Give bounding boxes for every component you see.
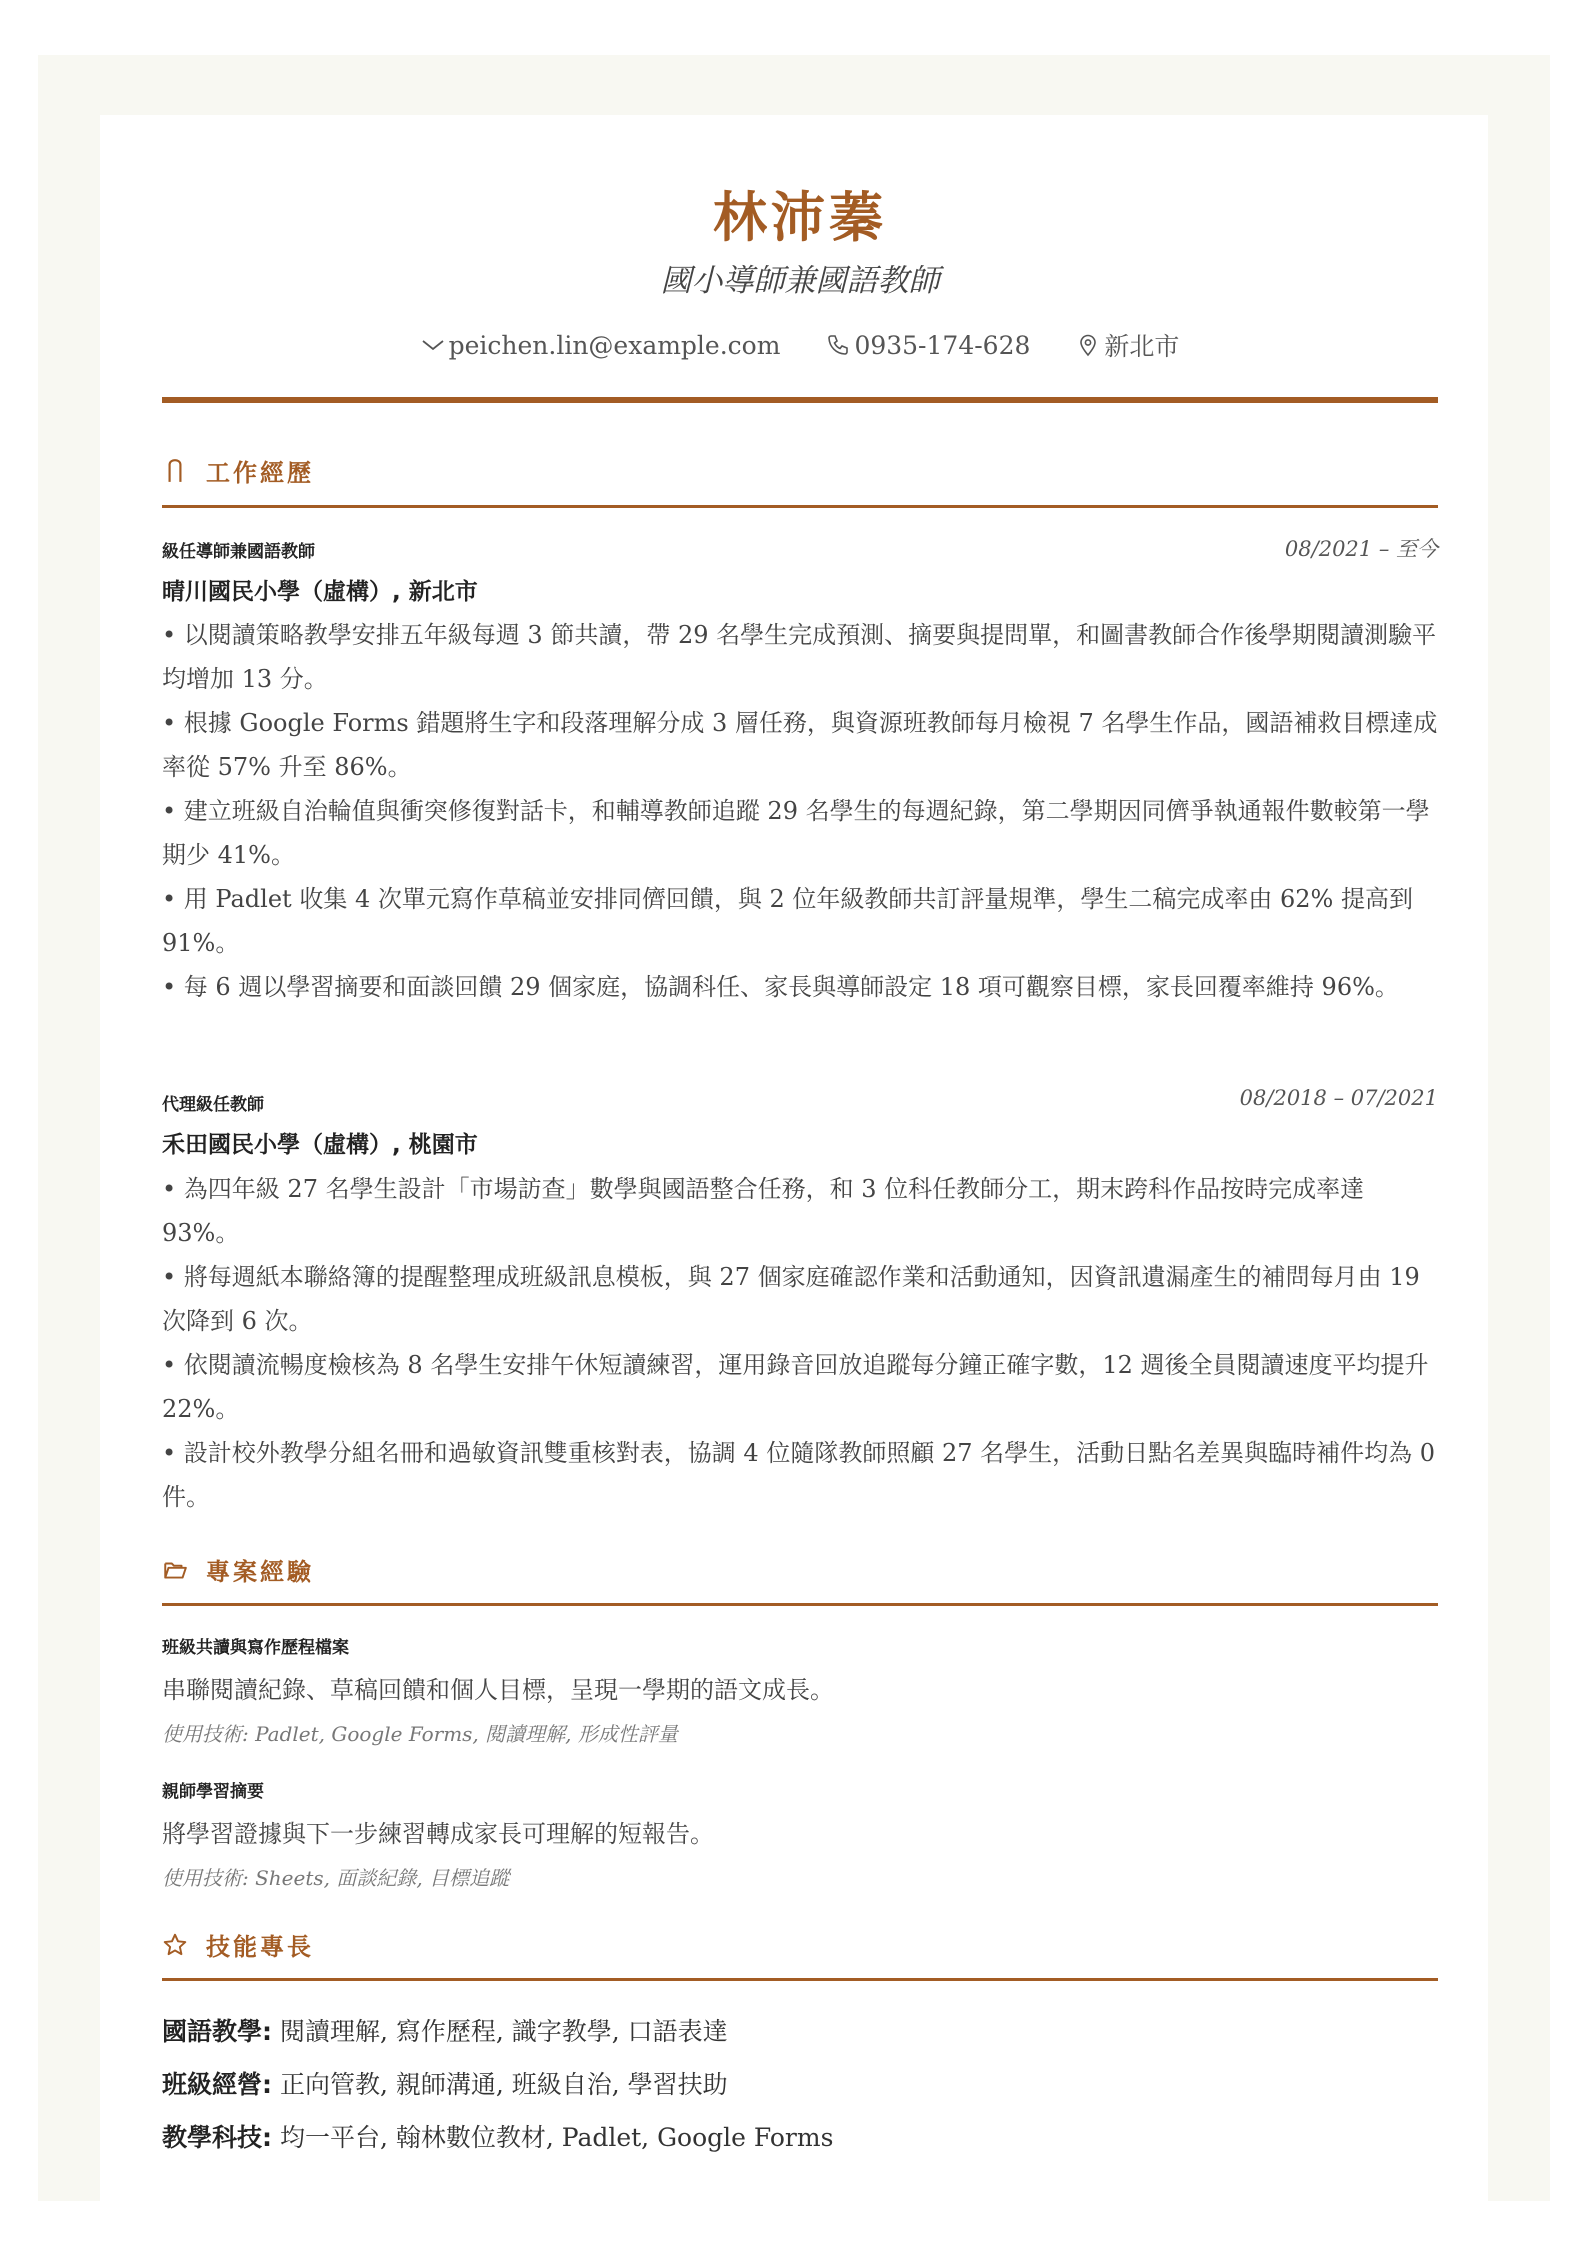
section-skills-divider xyxy=(162,1978,1438,1981)
skill-row xyxy=(162,2118,833,2154)
skill-row xyxy=(162,2012,728,2048)
location-text: 新北市 xyxy=(1104,332,1180,361)
job-1-bullet: • 用 Padlet 收集 4 次單元寫作草稿並安排同儕回饋，與 2 位年級教師共訂評量規準，學生二稿完成率由 62% 提高到 91%。 xyxy=(162,877,1438,965)
job-2-bullets xyxy=(162,1167,1438,1519)
candidate-name: 林沛蓁 xyxy=(713,186,887,249)
job-1-org: 晴川國民小學（虛構）, 新北市 xyxy=(162,579,478,605)
project-2-desc: 將學習證據與下一步練習轉成家長可理解的短報告。 xyxy=(162,1820,714,1848)
project-1-tech: 使用技術: Padlet, Google Forms, 閱讀理解, 形成性評量 xyxy=(162,1722,678,1746)
project-2-title: 親師學習摘要 xyxy=(162,1782,264,1802)
job-1-bullet: • 每 6 週以學習摘要和面談回饋 29 個家庭，協調科任、家長與導師設定 18 項可觀察目標，家長回覆率維持 96%。 xyxy=(162,965,1438,1009)
job-2-bullet: • 為四年級 27 名學生設計「市場訪查」數學與國語整合任務，和 3 位科任教師分工，期末跨科作品按時完成率達 93%。 xyxy=(162,1167,1438,1255)
folder-icon xyxy=(162,1557,188,1583)
contact-location xyxy=(1076,327,1179,363)
section-work-heading xyxy=(162,453,314,488)
candidate-role: 國小導師兼國語教師 xyxy=(660,263,940,299)
section-work-divider xyxy=(162,505,1438,508)
skill-row xyxy=(162,2065,728,2101)
mail-icon xyxy=(421,333,445,357)
section-skills-heading xyxy=(162,1927,314,1962)
job-2-bullet: • 將每週紙本聯絡簿的提醒整理成班級訊息模板，與 27 個家庭確認作業和活動通知，因資訊遺漏產生的補問每月由 19 次降到 6 次。 xyxy=(162,1255,1438,1343)
email-text: peichen.lin@example.com xyxy=(448,330,781,360)
job-1-title: 級任導師兼國語教師 xyxy=(162,542,315,562)
section-skills-title: 技能專長 xyxy=(206,1933,314,1961)
section-work-title: 工作經歷 xyxy=(206,459,314,487)
skill-label: 班級經營: xyxy=(162,2070,272,2099)
project-1-desc: 串聯閱讀紀錄、草稿回饋和個人目標，呈現一學期的語文成長。 xyxy=(162,1676,834,1704)
skill-label: 教學科技: xyxy=(162,2123,272,2152)
job-2-date: 08/2018 – 07/2021 xyxy=(1239,1086,1438,1110)
job-1-date: 08/2021 – 至今 xyxy=(1284,537,1438,561)
phone-icon xyxy=(826,333,850,357)
resume-page xyxy=(100,115,1488,2201)
contact-bar xyxy=(162,327,1438,363)
project-2-tech: 使用技術: Sheets, 面談紀錄, 目標追蹤 xyxy=(162,1866,510,1890)
job-2-bullet: • 依閱讀流暢度檢核為 8 名學生安排午休短讀練習，運用錄音回放追蹤每分鐘正確字數，12 週後全員閱讀速度平均提升 22%。 xyxy=(162,1343,1438,1431)
section-projects-heading xyxy=(162,1552,314,1587)
skill-label: 國語教學: xyxy=(162,2017,272,2046)
job-1-bullets xyxy=(162,613,1438,1009)
section-projects-divider xyxy=(162,1603,1438,1606)
phone-text: 0935-174-628 xyxy=(854,330,1031,360)
contact-email[interactable] xyxy=(421,327,781,363)
skill-value: 正向管教, 親師溝通, 班級自治, 學習扶助 xyxy=(279,2070,728,2099)
map-pin-icon xyxy=(1076,333,1100,357)
job-1-bullet: • 根據 Google Forms 錯題將生字和段落理解分成 3 層任務，與資源班教師每月檢視 7 名學生作品，國語補救目標達成率從 57% 升至 86%。 xyxy=(162,701,1438,789)
skill-value: 閱讀理解, 寫作歷程, 識字教學, 口語表達 xyxy=(279,2017,728,2046)
section-projects-title: 專案經驗 xyxy=(206,1558,314,1586)
contact-phone[interactable] xyxy=(826,327,1030,363)
project-1-title: 班級共讀與寫作歷程檔案 xyxy=(162,1638,349,1658)
job-1-bullet: • 建立班級自治輪值與衝突修復對話卡，和輔導教師追蹤 29 名學生的每週紀錄，第二學期因同儕爭執通報件數較第一學期少 41%。 xyxy=(162,789,1438,877)
job-2-title: 代理級任教師 xyxy=(162,1095,264,1115)
header-divider xyxy=(162,397,1438,403)
briefcase-icon xyxy=(162,458,188,484)
job-2-org: 禾田國民小學（虛構）, 桃園市 xyxy=(162,1132,478,1158)
job-2-bullet: • 設計校外教學分組名冊和過敏資訊雙重核對表，協調 4 位隨隊教師照顧 27 名學生，活動日點名差異與臨時補件均為 0 件。 xyxy=(162,1431,1438,1519)
job-1-bullet: • 以閱讀策略教學安排五年級每週 3 節共讀，帶 29 名學生完成預測、摘要與提問單，和圖書教師合作後學期閱讀測驗平均增加 13 分。 xyxy=(162,613,1438,701)
star-icon xyxy=(162,1932,188,1958)
skill-value: 均一平台, 翰林數位教材, Padlet, Google Forms xyxy=(279,2123,834,2152)
